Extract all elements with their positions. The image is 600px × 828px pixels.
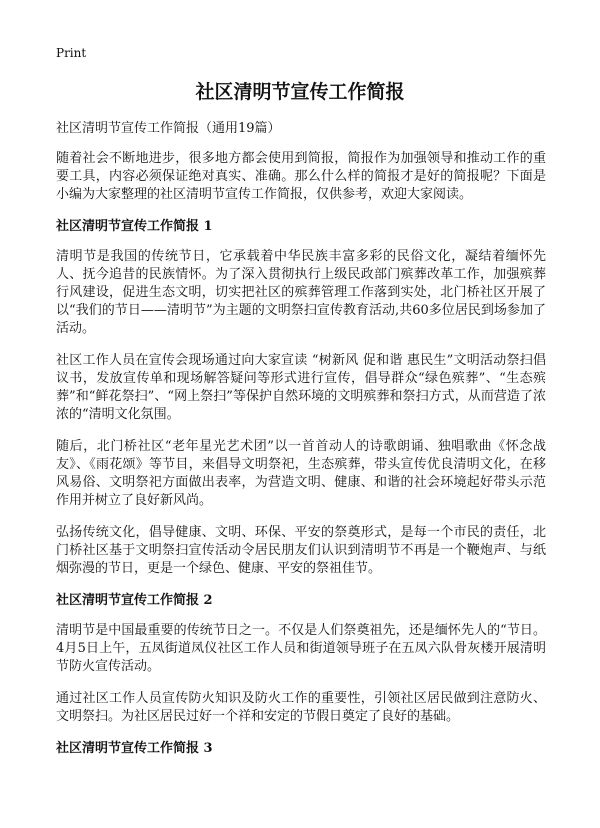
body-paragraph: 清明节是我国的传统节日，它承载着中华民族丰富多彩的民俗文化，凝结着缅怀先人、抚今追昔的民族情怀。为了深入贯彻执行上级民政部门殡葬改革工作，加强殡葬行风建设，促进生态文明，切实把社区的殡葬管理工作落到实处，北门桥社区开展了以“我们的节日——清明节”为主题的文明祭扫宣传教育活动,共60多位居民到场参加了活动。 <box>56 249 546 336</box>
body-paragraph: 清明节是中国最重要的传统节日之一。不仅是人们祭奠祖先，还是缅怀先人的“节日。4月5日上午，五凤街道凤仪社区工作人员和街道领导班子在五凤六队骨灰楼开展清明节防火宣传活动。 <box>56 623 546 674</box>
section-heading: 社区清明节宣传工作简报 1 <box>56 219 213 234</box>
body-paragraph: 随后，北门桥社区“老年星光艺术团”以一首首动人的诗歌朗诵、独唱歌曲《怀念战友》、《雨花颂》等节目，来倡导文明祭祀，生态殡葬，带头宣传优良清明文化，在移风易俗、文明祭祀方面做出表率，为营造文明、健康、和谐的社会环境起好带头示范作用并树立了良好新风尚。 <box>56 439 546 508</box>
print-label: Print <box>56 46 87 60</box>
document-title: 社区清明节宣传工作简报 <box>195 81 405 103</box>
document-subtitle: 社区清明节宣传工作简报（通用19篇） <box>56 121 281 136</box>
section-heading: 社区清明节宣传工作简报 3 <box>56 741 213 756</box>
body-paragraph: 通过社区工作人员宣传防火知识及防火工作的重要性，引领社区居民做到注意防火、文明祭扫。为社区居民过好一个祥和安定的节假日奠定了良好的基础。 <box>56 691 546 724</box>
body-paragraph: 社区工作人员在宣传会现场通过向大家宣读 “树新风 促和谐 惠民生”文明活动祭扫倡议书，发放宣传单和现场解答疑问等形式进行宣传，倡导群众“绿色殡葬”、“生态殡葬”和“鲜花祭扫”、“网上祭扫”等保护自然环境的文明殡葬和祭扫方式，从而营造了浓浓的“清明文化氛围。 <box>56 353 546 422</box>
body-paragraph: 弘扬传统文化，倡导健康、文明、环保、平安的祭奠形式，是每一个市民的责任，北门桥社区基于文明祭扫宣传活动令居民朋友们认识到清明节不再是一个鞭炮声、与纸烟弥漫的节日，更是一个绿色、健康、平安的祭祖佳节。 <box>56 525 546 576</box>
document-body <box>56 120 546 770</box>
intro-paragraph: 随着社会不断地进步，很多地方都会使用到简报，简报作为加强领导和推动工作的重要工具，内容必须保证绝对真实、准确。那么什么样的简报才是好的简报呢？下面是小编为大家整理的社区清明节宣传工作简报，仅供参考，欢迎大家阅读。 <box>56 151 546 202</box>
section-heading: 社区清明节宣传工作简报 2 <box>56 593 213 608</box>
